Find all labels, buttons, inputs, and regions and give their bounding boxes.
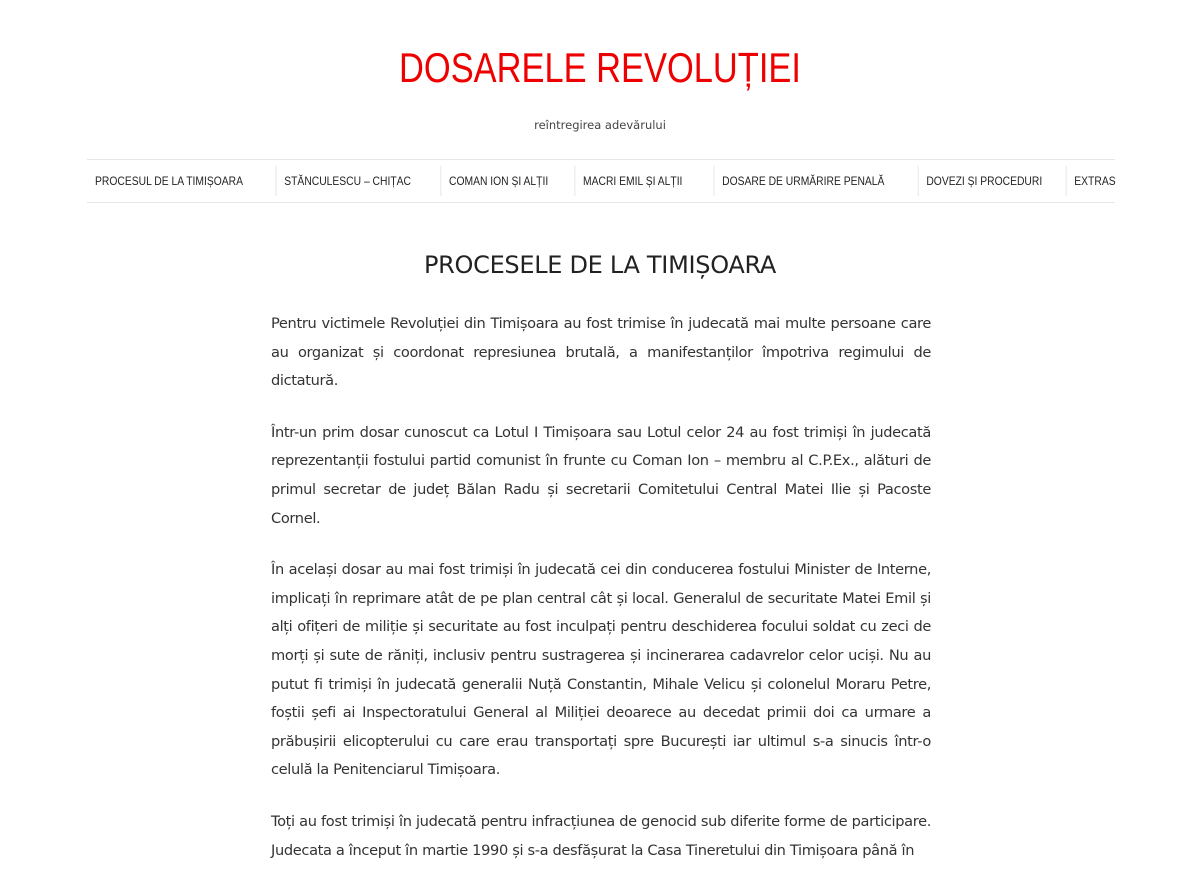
- nav-item-coman-ion[interactable]: COMAN ION ȘI ALȚII: [440, 166, 556, 196]
- nav-item-dosare-urmarire-penala[interactable]: DOSARE DE URMĂRIRE PENALĂ: [714, 166, 893, 196]
- nav-item-extras[interactable]: EXTRAS: [1066, 166, 1124, 196]
- article-paragraph: Toți au fost trimiși în judecată pentru infracțiunea de genocid sub diferite forme de participare. Judecata a început în martie 1990 și s-a desfășurat la Casa Tineretului din Timișoara până în: [271, 812, 931, 859]
- article-paragraph: În același dosar au mai fost trimiși în judecată cei din conducerea fostului Minister de Interne, implicați în reprimare atât de pe plan central cât și local. Generalul de securitate Matei Emil și alți ofițeri de miliție și securitate au fost inculpați pentru deschiderea focului soldat cu zeci de morți și sute de răniți, inclusiv pentru sustragerea și incinerarea cadavrelor celor uciși. Nu au putut fi trimiși în judecată generalii Nuță Constantin, Mihale Velicu și colonelul Moraru Petre, foștii șefi ai Inspectoratului General al Miliției deoarece au decedat primii doi ca urmare a prăbușirii elicopterului cu care erau transportați spre București iar ultimul s-a sinucis într-o celulă la Penitenciarul Timișoara.: [271, 561, 931, 779]
- site-tagline: reîntregirea adevărului: [534, 118, 666, 132]
- nav-item-stanculescu-chitac[interactable]: STĂNCULESCU – CHIȚAC: [276, 166, 419, 196]
- article-paragraph: Într-un prim dosar cunoscut ca Lotul I Timișoara sau Lotul celor 24 au fost trimiși în judecată reprezentanții fostului partid comunist în frunte cu Coman Ion – membru al C.P.Ex., alături de primul secretar de județ Bălan Radu și secretarii Comitetului Central Matei Ilie și Pacoste Cornel.: [271, 423, 931, 527]
- nav-item-procesul-de-la-timisoara[interactable]: PROCESUL DE LA TIMIȘOARA: [95, 174, 244, 188]
- site-title[interactable]: DOSARELE REVOLUȚIEI: [399, 44, 801, 91]
- main-navigation: [87, 159, 1115, 203]
- nav-item-dovezi-si-proceduri[interactable]: DOVEZI ȘI PROCEDURI: [918, 166, 1050, 196]
- article-content: [271, 310, 931, 888]
- article-paragraph: Pentru victimele Revoluției din Timișoara au fost trimise în judecată mai multe persoane care au organizat și coordonat represiunea brutală, a manifestanților împotriva regimului de dictatură.: [271, 315, 931, 390]
- page-title: PROCESELE DE LA TIMIȘOARA: [423, 251, 777, 279]
- nav-item-macri-emil[interactable]: MACRI EMIL ȘI ALȚII: [574, 166, 690, 196]
